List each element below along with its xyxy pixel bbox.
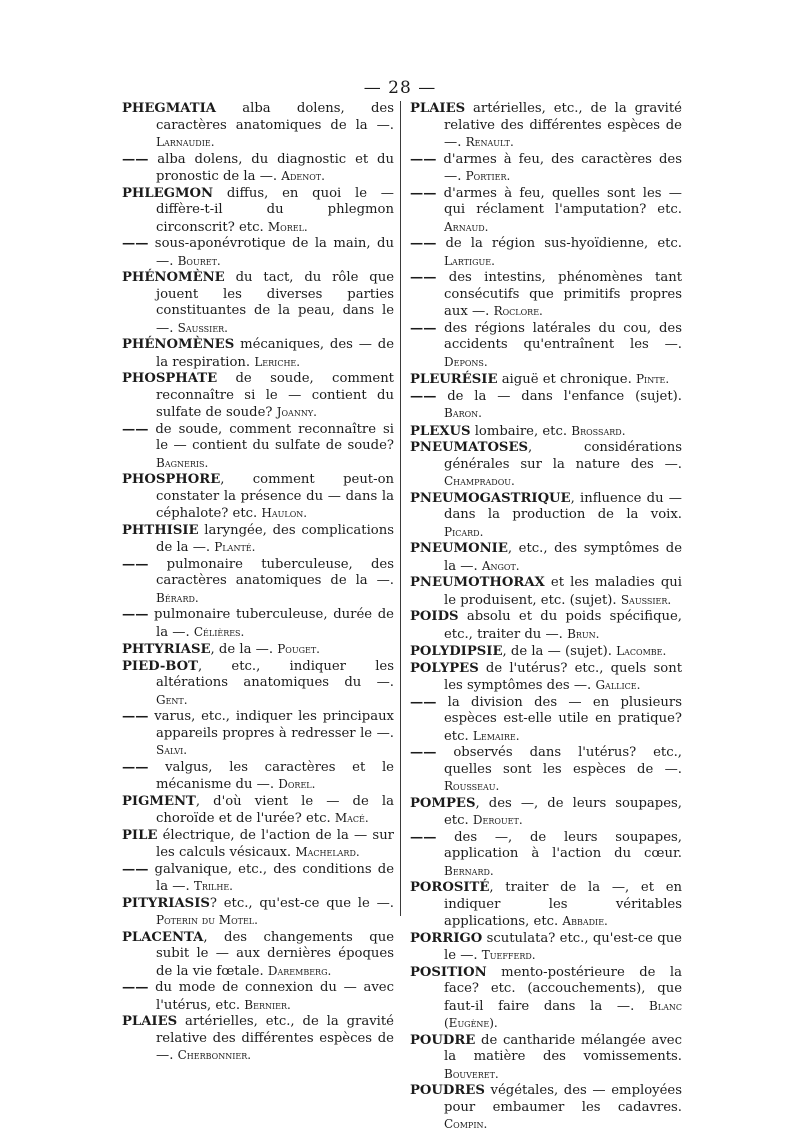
entry-headword: —— xyxy=(122,236,149,251)
index-entry xyxy=(122,828,394,862)
entry-text: d'armes à feu, des caractères des —. xyxy=(436,151,682,184)
entry-text: pulmonaire tuberculeuse, des caractères anatomiques de la —. xyxy=(148,556,394,588)
entry-headword: —— xyxy=(122,421,149,437)
entry-headword: POUDRE xyxy=(410,1032,476,1048)
index-entry xyxy=(410,661,682,695)
entry-text: varus, etc., indiquer les principaux appareils propres à redresser le —. xyxy=(148,709,394,741)
entry-text: , etc., indiquer les altérations anatomiques du —. xyxy=(156,658,394,690)
entry-author: Célières. xyxy=(193,624,245,639)
entry-text: pulmonaire tuberculeuse, durée de la —. xyxy=(148,607,394,640)
entry-text: la division des — en plusieurs espèces est-elle utile en pratique? etc. xyxy=(436,694,682,744)
index-entry xyxy=(410,152,682,186)
page-number: — 28 — xyxy=(363,78,437,98)
entry-headword: —— xyxy=(410,745,437,760)
entry-author: Salvi. xyxy=(156,743,188,757)
entry-text: , des changements que subit le — aux dernières époques de la vie fœtale. xyxy=(156,929,394,979)
entry-headword: PHLEGMON xyxy=(122,185,214,201)
index-entry xyxy=(410,575,682,609)
entry-headword: PHÉNOMÈNE xyxy=(122,270,225,285)
entry-author: Tuefferd. xyxy=(481,948,536,962)
index-entry xyxy=(122,270,394,337)
entry-author: Bernard. xyxy=(444,863,494,878)
entry-headword: —— xyxy=(410,151,437,167)
left-column xyxy=(122,101,394,1065)
entry-text: , de la —. xyxy=(210,642,274,657)
entry-text: de la — dans l'enfance (sujet). xyxy=(436,388,682,404)
entry-headword: —— xyxy=(122,607,149,622)
entry-headword: —— xyxy=(410,185,437,201)
entry-text: , considérations générales sur la nature des —. xyxy=(444,440,682,472)
column-divider xyxy=(400,101,401,916)
index-entry xyxy=(410,1033,682,1084)
entry-author: Baron. xyxy=(444,406,482,420)
entry-author: Saussier. xyxy=(620,592,672,607)
entry-author: Macé. xyxy=(334,811,369,825)
entry-text: alba dolens, des caractères anatomiques de la —. xyxy=(156,101,394,133)
entry-headword: PHOSPHORE xyxy=(122,472,221,487)
entry-text: et les maladies qui le produisent, etc. (sujet). xyxy=(444,575,682,608)
entry-headword: PHTYRIASE xyxy=(122,642,211,657)
index-entry xyxy=(122,557,394,608)
entry-headword: POLYPES xyxy=(410,660,479,676)
entry-text: , comment peut-on constater la présence du — dans la céphalote? etc. xyxy=(156,472,394,521)
entry-author: Bagneris. xyxy=(156,455,209,470)
entry-headword: PLAIES xyxy=(410,101,466,116)
entry-text: électrique, de l'action de la — sur les calculs vésicaux. xyxy=(156,827,394,860)
entry-author: Derouet. xyxy=(472,813,523,827)
entry-text: de la région sus-hyoïdienne, etc. xyxy=(436,236,682,251)
entry-headword: —— xyxy=(122,861,149,877)
index-entry xyxy=(122,1014,394,1065)
entry-text: , d'où vient le — de la choroïde et de l'urée? etc. xyxy=(156,793,394,826)
entry-headword: PORRIGO xyxy=(410,930,483,946)
entry-headword: POLYDIPSIE xyxy=(410,644,503,659)
index-entry xyxy=(410,541,682,575)
entry-headword: PLEXUS xyxy=(410,423,471,439)
index-entry xyxy=(122,760,394,794)
entry-author: Daremberg. xyxy=(267,963,332,978)
index-entry xyxy=(410,270,682,321)
entry-headword: —— xyxy=(410,236,437,251)
entry-author: Compin. xyxy=(444,1117,488,1131)
index-entry xyxy=(410,389,682,423)
entry-author: Morel. xyxy=(267,219,308,234)
index-entry xyxy=(122,186,394,237)
entry-text: des —, de leurs soupapes, application à l'action du cœur. xyxy=(436,829,682,861)
entry-author: Champradou. xyxy=(444,474,515,488)
index-entry xyxy=(410,643,682,661)
entry-text: de cantharide mélangée avec la matière des vomissements. xyxy=(444,1032,682,1064)
entry-text: de l'utérus? etc., quels sont les symptômes des —. xyxy=(444,660,682,693)
entry-text: du tact, du rôle que jouent les diverses parties constituantes de la peau, dans le —. xyxy=(156,270,394,336)
entry-headword: PHTHISIE xyxy=(122,522,199,538)
entry-author: Haulon. xyxy=(261,506,308,520)
index-entry xyxy=(122,896,394,930)
entry-text: artérielles, etc., de la gravité relative des différentes espèces de —. xyxy=(156,1014,394,1063)
entry-headword: POROSITÉ xyxy=(410,880,490,895)
index-entry xyxy=(410,371,682,389)
entry-author: Planté. xyxy=(214,540,256,554)
entry-author: Abbadie. xyxy=(562,914,608,928)
entry-text: , influence du — dans la production de la voix. xyxy=(444,490,682,522)
entry-author: Dorel. xyxy=(278,777,316,791)
index-entry xyxy=(410,965,682,1033)
entry-headword: PLACENTA xyxy=(122,929,204,945)
entry-author: Blanc (Eugène). xyxy=(444,998,682,1030)
entry-headword: —— xyxy=(410,388,437,404)
entry-author: Adenot. xyxy=(281,169,325,183)
entry-author: Portier. xyxy=(465,169,511,183)
entry-author: Picard. xyxy=(444,524,484,539)
entry-headword: PNEUMOGASTRIQUE xyxy=(410,490,571,506)
index-entry xyxy=(122,337,394,371)
entry-author: Bouveret. xyxy=(444,1066,499,1081)
index-entry xyxy=(122,794,394,828)
entry-headword: —— xyxy=(122,759,149,775)
index-entry xyxy=(122,523,394,557)
entry-headword: —— xyxy=(122,980,149,995)
entry-headword: PHÉNOMÈNES xyxy=(122,337,235,352)
entry-author: Joanny. xyxy=(276,405,317,419)
entry-headword: PIGMENT xyxy=(122,793,196,809)
index-entry xyxy=(410,880,682,931)
entry-text: mento-postérieure de la face? etc. (accouchements), que faut-il faire dans la —. xyxy=(444,964,682,1014)
entry-text: , traiter de la —, et en indiquer les véritables applications, etc. xyxy=(444,880,682,929)
entry-author: Cherbonnier. xyxy=(177,1048,252,1062)
entry-author: Poterin du Motel. xyxy=(156,913,258,927)
entry-text: observés dans l'utérus? etc., quelles sont les espèces de —. xyxy=(436,745,682,777)
entry-text: laryngée, des complications de la —. xyxy=(156,522,394,555)
index-entry xyxy=(410,830,682,881)
index-entry xyxy=(122,152,394,186)
entry-text: de soude, comment reconnaître si le — contient du sulfate de soude? xyxy=(156,371,394,420)
entry-text: galvanique, etc., des conditions de la —. xyxy=(148,861,394,894)
entry-author: Lartigue. xyxy=(444,253,495,268)
entry-headword: POSITION xyxy=(410,964,487,980)
entry-headword: POIDS xyxy=(410,609,459,624)
index-entry xyxy=(122,930,394,981)
entry-text: absolu et du poids spécifique, etc., traiter du —. xyxy=(444,609,682,642)
entry-text: scutulata? etc., qu'est-ce que le —. xyxy=(444,930,682,963)
entry-headword: —— xyxy=(410,694,437,710)
index-entry xyxy=(410,796,682,830)
index-entry xyxy=(122,472,394,523)
index-entry xyxy=(122,607,394,641)
entry-headword: PLEURÉSIE xyxy=(410,372,498,387)
entry-headword: —— xyxy=(410,829,437,845)
entry-author: Brossard. xyxy=(571,423,626,438)
index-entry xyxy=(122,862,394,896)
index-entry xyxy=(122,659,394,710)
entry-headword: —— xyxy=(410,320,437,336)
index-entry xyxy=(410,321,682,372)
entry-headword: PHOSPHATE xyxy=(122,371,218,386)
index-entry xyxy=(410,236,682,270)
entry-text: de soude, comment reconnaître si le — contient du sulfate de soude? xyxy=(148,421,394,453)
index-entry xyxy=(410,745,682,796)
entry-text: artérielles, etc., de la gravité relative des différentes espèces de —. xyxy=(444,101,682,150)
entry-text: aiguë et chronique. xyxy=(497,372,632,387)
entry-headword: —— xyxy=(410,270,437,285)
entry-headword: PNEUMOTHORAX xyxy=(410,575,545,590)
entry-headword: —— xyxy=(122,709,149,724)
index-entry xyxy=(410,1083,682,1134)
entry-author: Angot. xyxy=(481,558,520,573)
index-entry xyxy=(122,980,394,1014)
entry-author: Leriche. xyxy=(254,354,301,369)
index-entry xyxy=(410,186,682,237)
index-entry xyxy=(410,440,682,491)
entry-headword: POUDRES xyxy=(410,1083,485,1098)
entry-text: alba dolens, du diagnostic et du pronostic de la —. xyxy=(148,151,394,184)
entry-author: Rousseau. xyxy=(444,779,500,793)
entry-text: ? etc., qu'est-ce que le —. xyxy=(209,895,394,911)
entry-author: Bernier. xyxy=(244,997,291,1012)
index-entry xyxy=(122,101,394,152)
entry-author: Renault. xyxy=(465,135,514,149)
entry-author: Arnaud. xyxy=(444,219,489,234)
index-entry xyxy=(122,709,394,760)
entry-author: Larnaudie. xyxy=(156,135,215,149)
entry-text: valgus, les caractères et le mécanisme du —. xyxy=(148,759,394,792)
entry-text: , de la — (sujet). xyxy=(502,644,612,659)
entry-author: Brun. xyxy=(567,626,600,641)
entry-headword: PHEGMATIA xyxy=(122,101,217,116)
entry-headword: PITYRIASIS xyxy=(122,895,210,911)
index-entry xyxy=(410,695,682,746)
entry-text: mécaniques, des — de la respiration. xyxy=(156,337,394,370)
entry-text: des intestins, phénomènes tant consécutifs que primitifs propres aux —. xyxy=(436,270,682,319)
entry-author: Pinte. xyxy=(635,372,670,386)
entry-headword: PIED-BOT xyxy=(122,658,198,674)
entry-author: Gallice. xyxy=(595,678,641,692)
index-entry xyxy=(122,236,394,270)
entry-author: Trilhe. xyxy=(193,879,233,893)
entry-text: , des —, de leurs soupapes, etc. xyxy=(444,795,682,828)
entry-author: Lemaire. xyxy=(472,728,520,743)
entry-text: d'armes à feu, quelles sont les — qui réclament l'amputation? etc. xyxy=(436,185,682,217)
index-entry xyxy=(122,422,394,473)
entry-author: Pouget. xyxy=(277,642,320,656)
entry-author: Gent. xyxy=(156,692,188,707)
index-entry xyxy=(410,931,682,965)
index-entry xyxy=(410,491,682,542)
entry-text: du mode de connexion du — avec l'utérus, etc. xyxy=(148,980,394,1013)
index-entry xyxy=(410,423,682,441)
entry-headword: PNEUMATOSES xyxy=(410,440,529,455)
entry-headword: PLAIES xyxy=(122,1014,178,1029)
entry-text: , etc., des symptômes de la —. xyxy=(444,541,682,574)
entry-text: des régions latérales du cou, des accidents qu'entraînent les —. xyxy=(436,320,682,352)
entry-author: Roclore. xyxy=(493,304,543,318)
entry-author: Saussier. xyxy=(177,320,228,335)
entry-author: Bouret. xyxy=(177,253,221,268)
entry-headword: POMPES xyxy=(410,795,476,811)
entry-headword: —— xyxy=(122,151,149,167)
entry-author: Lacombe. xyxy=(616,644,667,658)
index-entry xyxy=(122,641,394,659)
entry-headword: PILE xyxy=(122,827,158,843)
entry-text: lombaire, etc. xyxy=(470,423,568,439)
entry-author: Machelard. xyxy=(295,845,360,859)
entry-author: Bérard. xyxy=(156,590,199,605)
index-entry xyxy=(122,371,394,422)
entry-author: Depons. xyxy=(444,354,488,369)
entry-text: sous-aponévrotique de la main, du —. xyxy=(148,236,394,269)
entry-headword: —— xyxy=(122,556,149,572)
entry-headword: PNEUMONIE xyxy=(410,541,508,556)
entry-text: diffus, en quoi le — diffère-t-il du phlegmon circonscrit? etc. xyxy=(156,185,394,235)
right-column xyxy=(410,101,682,1134)
index-entry xyxy=(410,101,682,152)
index-entry xyxy=(410,609,682,643)
entry-text: végétales, des — employées pour embaumer les cadavres. xyxy=(444,1083,682,1115)
